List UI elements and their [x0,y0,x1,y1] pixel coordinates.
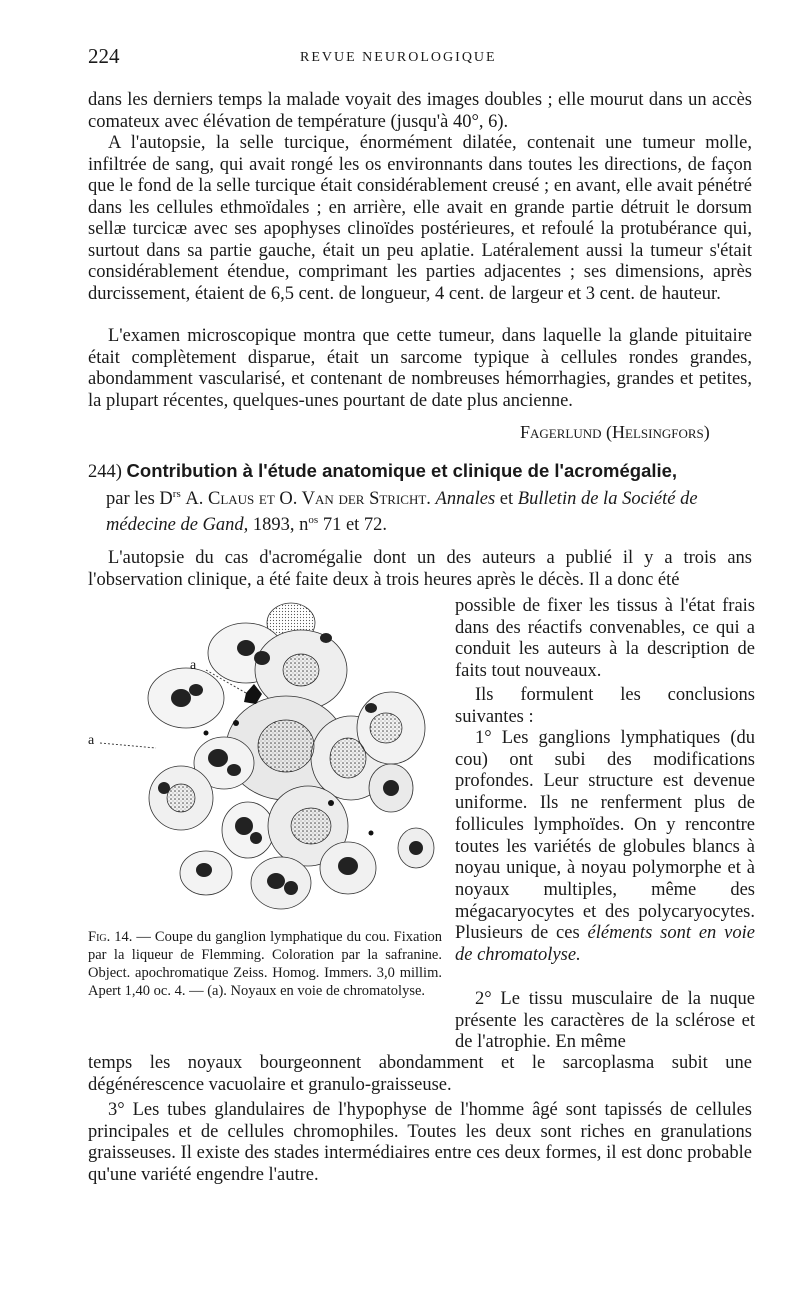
authors-prefix: par les D [106,488,173,509]
entry-heading [88,460,758,537]
conclusion-3: 3° Les tubes glandulaires de l'hypophyse de l'homme âgé sont tapissés de cellules principales et de cellules chromophiles. Toutes les deux sont riches en granulations graisseuses. Il existe des stades intermédiaires entre ces deux formes, il est donc probable qu'une variété engendre l'autre. [88,1100,752,1185]
micrograph-illustration [86,598,444,916]
figure-label-a-lower: a [88,733,95,748]
authors-names: A. Claus et O. Van der Stricht. [185,488,431,509]
conclusion-1-italic: éléments sont en voie de chromatolyse. [455,923,755,966]
entry-intro: L'autopsie du cas d'acromégalie dont un des auteurs a publié il y a trois ans l'observation clinique, a été faite deux à trois heures après le décès. Il a donc été [88,548,752,590]
paragraph-prev-3: L'examen microscopique montra que cette tumeur, dans laquelle la glande pituitaire était complètement disparue, était un sarcome typique à cellules rondes grandes, abondamment vascularisé, et contenant de nombreuses hémorrhagies, grandes et petites, la plupart récentes, quelques-unes pourtant de date plus ancienne. [88,326,752,411]
conclusions-intro: Ils formulent les conclusions suivantes : [455,685,755,727]
nos-sup: os [308,514,319,527]
authors-sup: rs [172,487,181,500]
entry-number: 244) [88,462,122,482]
figure-label-a-upper: a [190,658,197,673]
paragraph-prev-1: dans les derniers temps la malade voyait des images doubles ; elle mourut dans un accès comateux avec élévation de température (jusqu'à 40°, 6). [88,90,752,132]
right-col-text: possible de fixer les tissus à l'état frais dans des réactifs convenables, ce qui a conduit les auteurs à la description de faits tout nouveaux. [455,596,755,682]
author-signature: Fagerlund (Helsingfors) [520,422,710,442]
paragraph-prev-2: A l'autopsie, la selle turcique, énormément dilatée, contenait une tumeur molle, infiltrée de sang, qui avait rongé les os environnants dans toutes les directions, de façon que le fond de la selle turcique était considérablement creusé ; en avant, elle avait pénétré dans les cellules ethmoïdales ; en arrière, elle avait en grande partie détruit le dorsum sellæ turcicæ avec ses apophyses clinoïdes postérieures, et refoulé la protubérance qui, surtout dans sa partie gauche, était un peu aplatie. Latéralement aussi la tumeur s'était considérablement étendue, comprimant les parties adjacentes ; ses dimensions, après durcissement, étaient de 6,5 cent. de longueur, 4 cent. de largeur et 3 cent. de hauteur. [88,133,752,304]
issues: 71 et 72. [322,515,388,536]
conclusion-2-start: 2° Le tissu musculaire de la nuque présente les caractères de la sclérose et de l'atrophie. En même [455,989,755,1053]
journal-2: Bulletin de la Société de médecine de Gand, [106,488,698,536]
conclusion-1-text: 1° Les ganglions lymphatiques (du cou) ont subi des modifications profondes. Leur structure est devenue uniforme. Ils ne renferment plus de follicules lymphoïdes. On y rencontre toutes les variétés de globules blancs à noyau unique, à noyau polymorphe et à noyaux multiples, même des mégacaryocytes et des polycaryocytes. Plusieurs de ces [455,728,755,944]
conclusion-1 [455,728,755,967]
page-number: 224 [88,44,120,68]
journal-and: et [499,488,514,509]
running-title: REVUE NEUROLOGIQUE [300,50,497,65]
figure-caption-label: Fig. 14. [88,929,133,945]
journal-1: Annales [435,488,496,509]
figure-lymph-node [86,598,444,916]
entry-authors [106,484,758,537]
year: 1893, n [252,515,309,536]
figure-caption-text: — Coupe du ganglion lymphatique du cou. Fixation par la liqueur de Flemming. Coloration par la safranine. Object. apochromatique Zeiss. Homog. Immers. 3,0 millim. Apert 1,40 oc. 4. — (a). Noyaux en voie de chromatolyse. [88,929,442,999]
figure-caption [88,928,442,1000]
conclusion-2-end: temps les noyaux bourgeonnent abondamment et le sarcoplasma subit une dégénérescence vacuolaire et granulo-graisseuse. [88,1053,752,1095]
entry-title: Contribution à l'étude anatomique et clinique de l'acromégalie, [126,460,678,481]
